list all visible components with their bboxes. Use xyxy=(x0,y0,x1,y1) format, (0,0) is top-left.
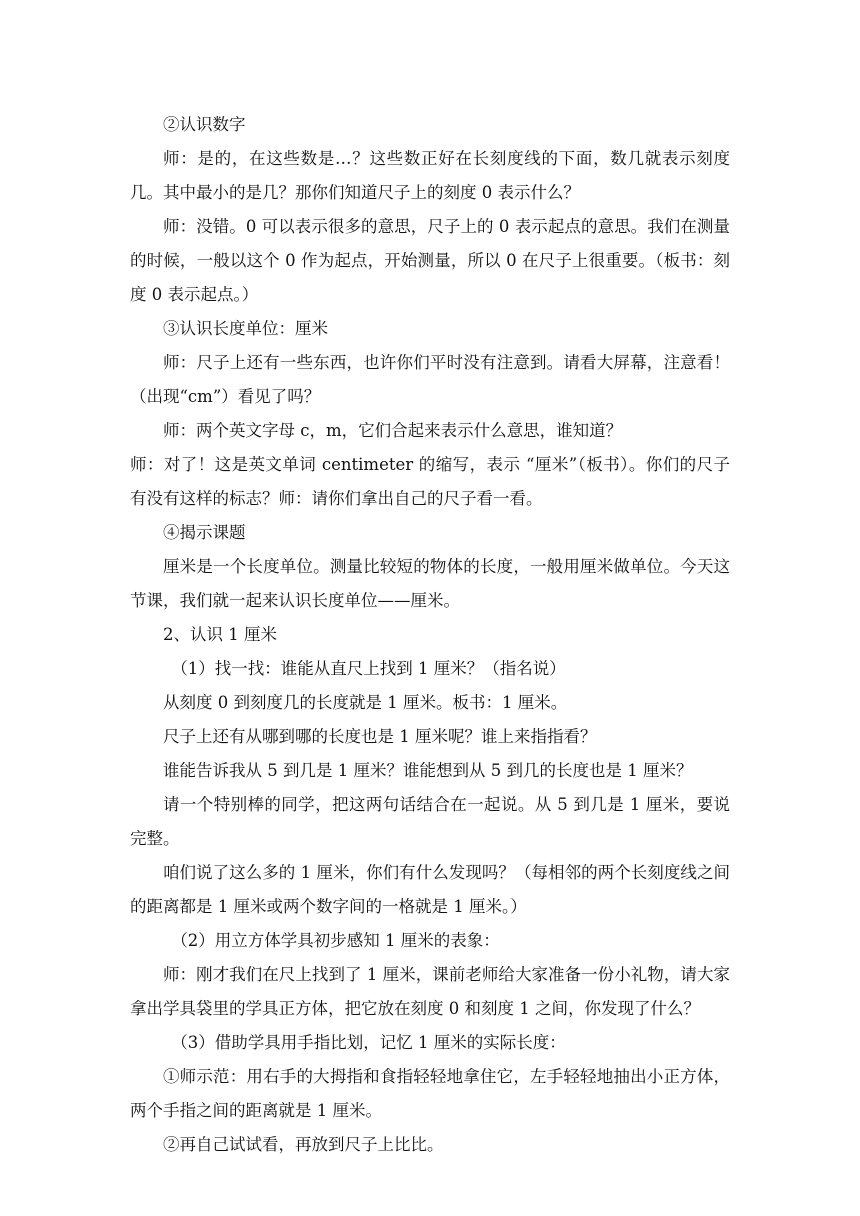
paragraph: 谁能告诉我从 5 到几是 1 厘米？谁能想到从 5 到几的长度也是 1 厘米？ xyxy=(163,761,693,780)
document-body xyxy=(130,108,730,1162)
subheading-reveal-topic: ④揭示课题 xyxy=(163,523,246,542)
paragraph: 师：对了！这是英文单词 centimeter 的缩写，表示 “厘米”（板书）。你们的尺子有没有这样的标志？师：请你们拿出自己的尺子看一看。 xyxy=(130,455,730,508)
section-heading-1cm: 2、认识 1 厘米 xyxy=(163,625,277,644)
paragraph: 师：尺子上还有一些东西，也许你们平时没有注意到。请看大屏幕，注意看！（出现“cm”）看见了吗？ xyxy=(130,353,730,406)
paragraph: 师：没错。0 可以表示很多的意思，尺子上的 0 表示起点的意思。我们在测量的时候，一般以这个 0 作为起点，开始测量，所以 0 在尺子上很重要。（板书：刻度 0 表示起点。） xyxy=(130,217,730,304)
step-heading-find: （1）找一找：谁能从直尺上找到 1 厘米？（指名说） xyxy=(171,659,566,678)
paragraph: ②再自己试试看，再放到尺子上比比。 xyxy=(163,1135,444,1154)
subheading-length-unit: ③认识长度单位：厘米 xyxy=(163,319,328,338)
subheading-recognize-numbers: ②认识数字 xyxy=(163,115,246,134)
paragraph: 师：是的，在这些数是…？这些数正好在长刻度线的下面，数几就表示刻度几。其中最小的是几？那你们知道尺子上的刻度 0 表示什么？ xyxy=(130,149,730,202)
step-heading-fingers: （3）借助学具用手指比划，记忆 1 厘米的实际长度： xyxy=(171,1033,566,1052)
paragraph: 从刻度 0 到刻度几的长度就是 1 厘米。板书：1 厘米。 xyxy=(163,693,568,712)
paragraph: 咱们说了这么多的 1 厘米，你们有什么发现吗？（每相邻的两个长刻度线之间的距离都是 1 厘米或两个数字间的一格就是 1 厘米。） xyxy=(130,863,730,916)
step-heading-cube: （2）用立方体学具初步感知 1 厘米的表象： xyxy=(171,931,500,950)
paragraph: ①师示范：用右手的大拇指和食指轻轻地拿住它，左手轻轻地抽出小正方体，两个手指之间的距离就是 1 厘米。 xyxy=(130,1067,730,1120)
paragraph: 厘米是一个长度单位。测量比较短的物体的长度，一般用厘米做单位。今天这节课，我们就一起来认识长度单位——厘米。 xyxy=(130,557,730,610)
paragraph: 师：刚才我们在尺上找到了 1 厘米，课前老师给大家准备一份小礼物，请大家拿出学具袋里的学具正方体，把它放在刻度 0 和刻度 1 之间，你发现了什么？ xyxy=(130,965,730,1018)
paragraph: 请一个特别棒的同学，把这两句话结合在一起说。从 5 到几是 1 厘米，要说完整。 xyxy=(130,795,730,848)
paragraph: 尺子上还有从哪到哪的长度也是 1 厘米呢？谁上来指指看？ xyxy=(163,727,597,746)
paragraph: 师：两个英文字母 c，m，它们合起来表示什么意思，谁知道？ xyxy=(163,421,623,440)
